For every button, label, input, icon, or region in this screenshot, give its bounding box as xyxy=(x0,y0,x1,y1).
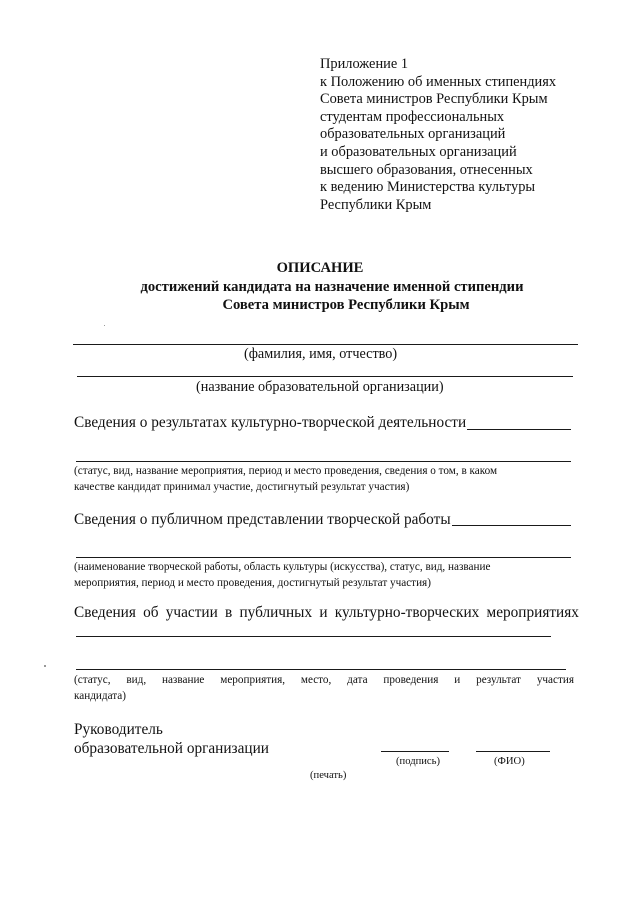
signer-title-line1: Руководитель xyxy=(74,721,163,738)
document-subtitle: достижений кандидата на назначение именной стипендии xyxy=(140,279,524,295)
document-title: ОПИСАНИЕ xyxy=(276,260,364,276)
org-field-line[interactable] xyxy=(77,376,573,377)
section3-note-line: кандидата) xyxy=(74,689,126,702)
appendix-line: образовательных организаций xyxy=(320,126,506,143)
section3-answer-line-1[interactable] xyxy=(76,636,551,637)
fio-caption: (фамилия, имя, отчество) xyxy=(244,346,398,362)
note-word: мероприятия, xyxy=(220,674,286,686)
signature-block xyxy=(74,721,269,758)
fio-field-line[interactable] xyxy=(73,344,578,345)
heading-word: Сведения xyxy=(74,604,136,621)
document-subtitle-2: Совета министров Республики Крым xyxy=(222,297,470,313)
heading-word: об xyxy=(143,604,159,621)
section1-note xyxy=(74,464,574,495)
section2-note-line: (наименование творческой работы, область культуры (искусства), статус, вид, название xyxy=(74,561,491,573)
name-line[interactable] xyxy=(476,751,550,752)
section2-inline-field[interactable] xyxy=(452,525,571,526)
org-caption: (название образовательной организации) xyxy=(196,379,444,395)
appendix-line: и образовательных организаций xyxy=(320,143,517,160)
scan-speck xyxy=(104,325,105,326)
appendix-line: Приложение 1 xyxy=(320,56,409,72)
section2-note-line: мероприятия, период и место проведения, достигнутый результат участия) xyxy=(74,576,431,589)
note-word: название xyxy=(161,674,205,686)
note-word: (статус, xyxy=(74,674,111,686)
section-cultural-activity-heading: Сведения о результатах культурно-творческой деятельности xyxy=(74,414,467,431)
signer-title-line2: образовательной организации xyxy=(74,739,269,757)
signature-caption: (подпись) xyxy=(396,756,440,767)
appendix-line: Республики Крым xyxy=(320,196,432,213)
heading-word: и xyxy=(319,604,328,621)
note-word: и xyxy=(454,674,461,686)
appendix-header xyxy=(320,56,600,214)
note-word: проведения xyxy=(383,674,439,686)
note-word: дата xyxy=(347,674,368,686)
note-word: место, xyxy=(300,674,332,686)
section3-answer-line-2[interactable] xyxy=(76,669,566,670)
appendix-line: Совета министров Республики Крым xyxy=(320,91,548,108)
appendix-line: высшего образования, отнесенных xyxy=(320,161,533,178)
appendix-line: к ведению Министерства культуры xyxy=(320,179,536,196)
heading-word: публичных xyxy=(239,604,313,621)
section1-note-line: качестве кандидат принимал участие, достигнутый результат участия) xyxy=(74,480,410,493)
note-word: вид, xyxy=(126,674,147,686)
heading-word: участии xyxy=(165,604,218,621)
section1-inline-field[interactable] xyxy=(467,429,571,430)
scan-speck xyxy=(44,665,46,667)
appendix-line: студентам профессиональных xyxy=(320,108,505,125)
section1-answer-line[interactable] xyxy=(76,461,571,462)
section-public-presentation-heading: Сведения о публичном представлении творческой работы xyxy=(74,511,451,528)
section3-note xyxy=(74,673,574,704)
stamp-caption: (печать) xyxy=(310,770,347,781)
heading-word: в xyxy=(224,604,233,621)
section1-note-line: (статус, вид, название мероприятия, период и место проведения, сведения о том, в каком xyxy=(74,465,498,477)
heading-word: мероприятиях xyxy=(486,604,579,621)
signature-line[interactable] xyxy=(381,751,449,752)
heading-word: культурно-творческих xyxy=(334,604,480,621)
section2-answer-line[interactable] xyxy=(76,557,571,558)
name-caption: (ФИО) xyxy=(494,756,525,767)
section-participation-heading xyxy=(74,604,579,622)
section3-note-line xyxy=(74,673,574,689)
section2-note xyxy=(74,560,574,591)
appendix-line: к Положению об именных стипендиях xyxy=(320,73,557,90)
note-word: результат xyxy=(476,674,521,686)
note-word: участия xyxy=(536,674,574,686)
